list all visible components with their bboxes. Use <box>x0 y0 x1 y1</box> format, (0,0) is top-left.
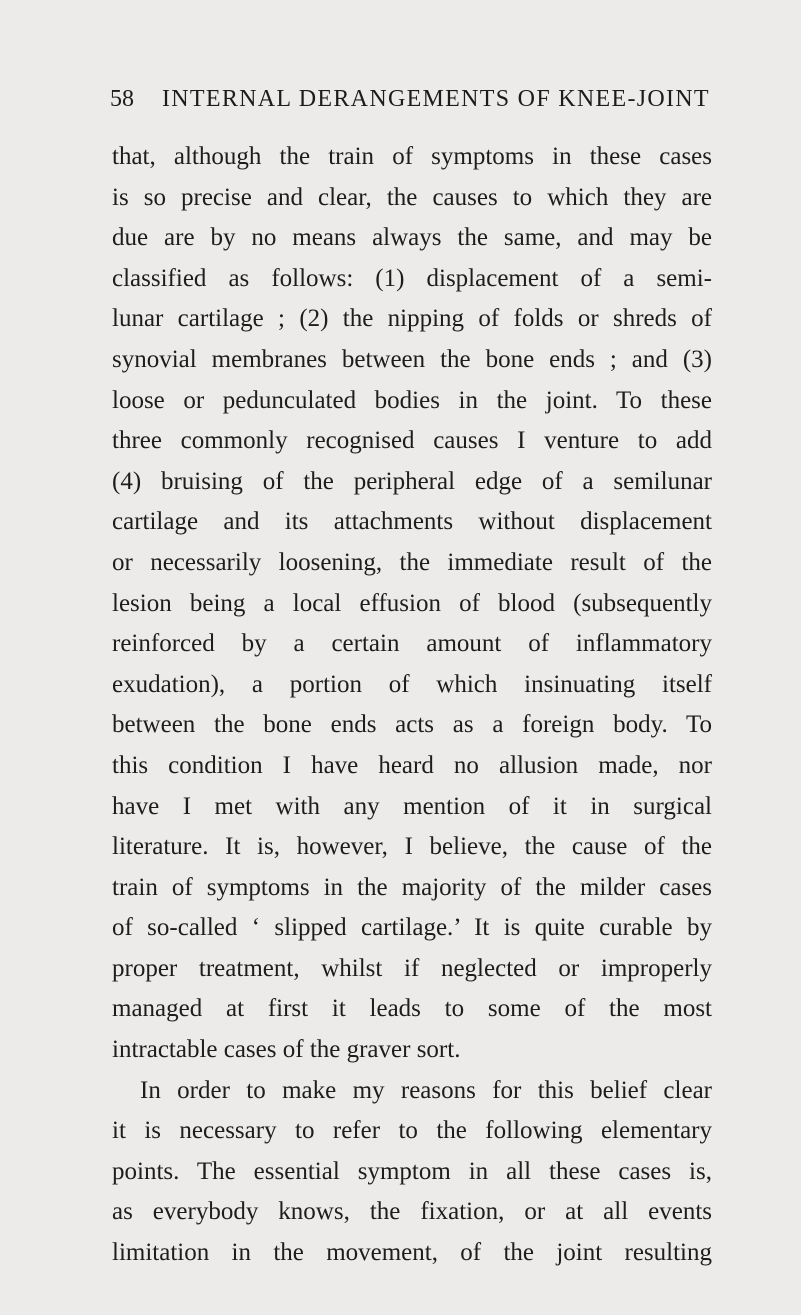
text-line: managed at first it leads to some of the most <box>112 995 712 1023</box>
text-line: train of symptoms in the majority of the milder cases <box>112 873 712 901</box>
text-line: In order to make my reasons for this belief clear <box>140 1076 712 1104</box>
text-line: exudation), a portion of which insinuating itself <box>112 670 712 698</box>
text-line: three commonly recognised causes I venture to add <box>112 427 712 455</box>
text-line: as everybody knows, the fixation, or at all events <box>112 1198 712 1226</box>
text-line: or necessarily loosening, the immediate result of the <box>112 548 712 576</box>
text-line: have I met with any mention of it in surgical <box>112 792 712 820</box>
text-line: this condition I have heard no allusion made, nor <box>112 751 712 779</box>
text-line: (4) bruising of the peripheral edge of a semilunar <box>112 467 712 495</box>
text-line: points. The essential symptom in all these cases is, <box>112 1157 712 1185</box>
paragraph-1 <box>112 137 712 1071</box>
text-line: that, although the train of symptoms in these cases <box>112 143 712 170</box>
text-line: loose or pedunculated bodies in the joint. To these <box>112 386 712 414</box>
text-line: between the bone ends acts as a foreign body. To <box>112 711 712 739</box>
text-line: proper treatment, whilst if neglected or improperly <box>112 954 712 982</box>
body-text <box>112 137 712 1274</box>
text-line: limitation in the movement, of the joint resulting <box>112 1239 712 1267</box>
text-line: is so precise and clear, the causes to which they are <box>112 183 712 211</box>
text-line: of so-called ‘ slipped cartilage.’ It is quite curable by <box>112 914 712 942</box>
text-line: literature. It is, however, I believe, the cause of the <box>112 833 712 861</box>
running-title: INTERNAL DERANGEMENTS OF KNEE-JOINT <box>162 86 710 112</box>
paragraph-2 <box>112 1071 712 1274</box>
text-line: it is necessary to refer to the following elementary <box>112 1117 712 1145</box>
text-line: classified as follows: (1) displacement of a semi- <box>112 264 712 292</box>
text-line: intractable cases of the graver sort. <box>112 1036 461 1064</box>
running-head <box>0 86 801 116</box>
text-line: lunar cartilage ; (2) the nipping of folds or shreds of <box>112 305 712 333</box>
text-line: synovial membranes between the bone ends ; and (3) <box>112 345 712 373</box>
page-number: 58 <box>110 86 134 112</box>
text-line: lesion being a local effusion of blood (subsequently <box>112 589 712 617</box>
text-line: reinforced by a certain amount of inflammatory <box>112 630 712 658</box>
text-line: cartilage and its attachments without displacement <box>112 508 712 536</box>
text-line: due are by no means always the same, and may be <box>112 224 712 252</box>
